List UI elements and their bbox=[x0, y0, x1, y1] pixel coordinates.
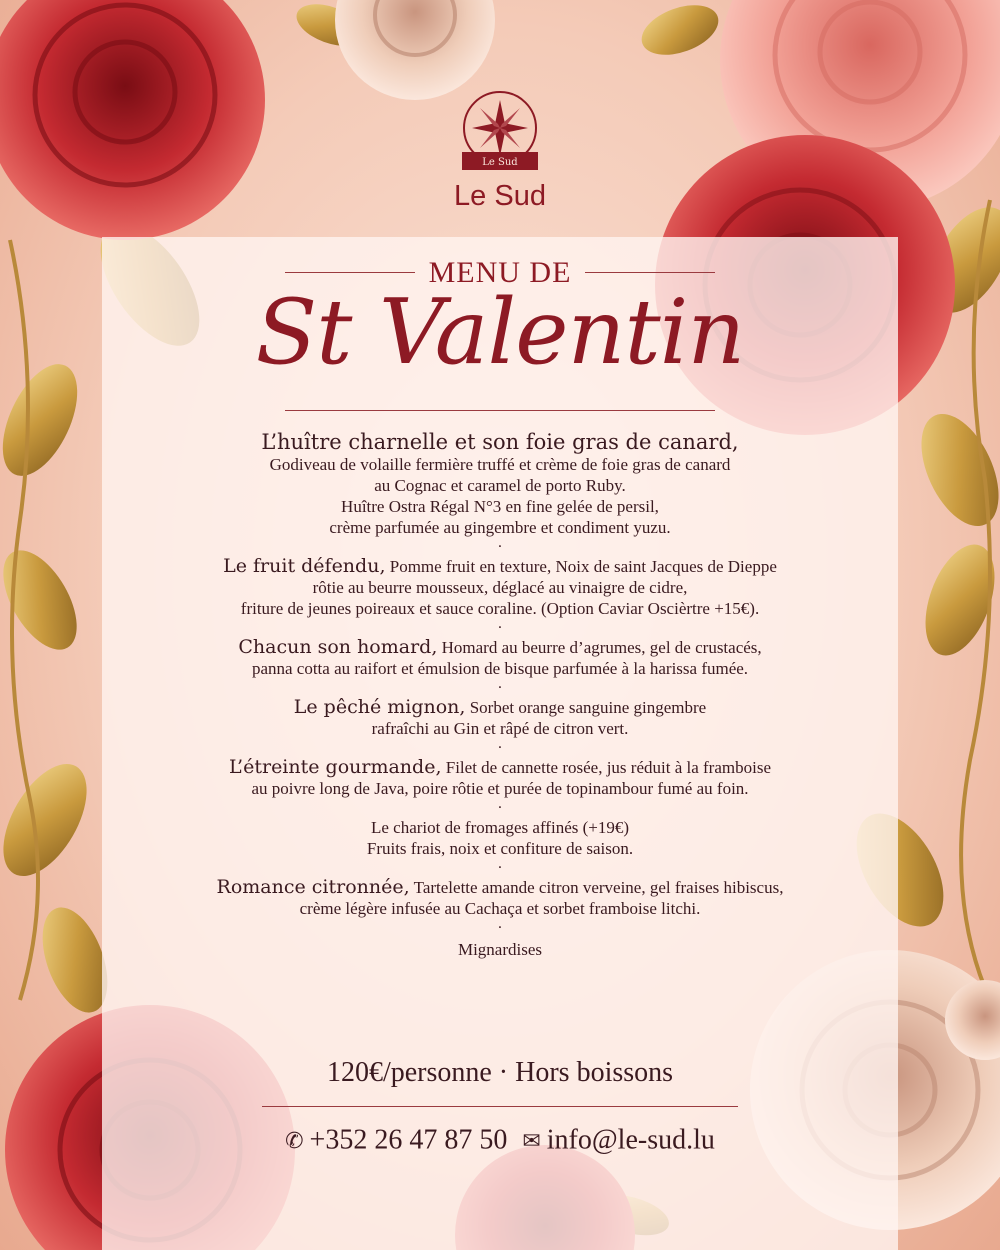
separator-dot: · bbox=[497, 620, 503, 636]
menu-heading: MENU DE bbox=[428, 256, 572, 289]
course-line: rafraîchi au Gin et râpé de citron vert. bbox=[371, 719, 629, 738]
course-line: Le chariot de fromages affinés (+19€) bbox=[370, 818, 630, 837]
course-item bbox=[112, 637, 888, 679]
title-divider bbox=[285, 410, 715, 411]
badge-text: Le Sud bbox=[482, 157, 518, 168]
course-item bbox=[112, 430, 888, 538]
contact-line bbox=[200, 1123, 800, 1157]
course-line: Huître Ostra Régal N°3 en fine gelée de persil, bbox=[341, 497, 659, 516]
separator-dot: · bbox=[497, 740, 503, 756]
course-line: Pomme fruit en texture, Noix de saint Jacques de Dieppe bbox=[389, 557, 777, 576]
brand-name: Le Sud bbox=[454, 180, 546, 212]
course-item bbox=[112, 939, 888, 960]
course-item bbox=[112, 877, 888, 919]
compass-icon bbox=[450, 86, 550, 176]
course-line: crème légère infusée au Cachaça et sorbet framboise litchi. bbox=[299, 899, 701, 918]
course-item bbox=[112, 556, 888, 619]
course-item bbox=[112, 697, 888, 739]
course-line: au poivre long de Java, poire rôtie et purée de topinambour fumé au foin. bbox=[251, 779, 749, 798]
page-title: St Valentin bbox=[255, 280, 745, 385]
course-item bbox=[112, 757, 888, 799]
price: 120€/personne · Hors boissons bbox=[326, 1057, 674, 1088]
course-list bbox=[112, 430, 888, 960]
phone-number[interactable]: +352 26 47 87 50 bbox=[309, 1124, 508, 1156]
course-line: rôtie au beurre mousseux, déglacé au vinaigre de cidre, bbox=[312, 578, 688, 597]
divider-right bbox=[585, 272, 715, 273]
course-name: L’huître charnelle et son foie gras de canard, bbox=[261, 430, 739, 454]
separator-dot: · bbox=[497, 860, 503, 876]
course-name: Le fruit défendu, bbox=[223, 555, 386, 577]
footer-divider bbox=[262, 1106, 738, 1107]
separator-dot: · bbox=[497, 680, 503, 696]
course-name: L’étreinte gourmande, bbox=[229, 756, 442, 778]
separator-dot: · bbox=[497, 539, 503, 555]
course-line: Filet de cannette rosée, jus réduit à la framboise bbox=[445, 758, 771, 777]
email-link[interactable]: info@le-sud.lu bbox=[546, 1124, 715, 1156]
course-name: Romance citronnée, bbox=[216, 876, 410, 898]
divider-left bbox=[285, 272, 415, 273]
course-line: Godiveau de volaille fermière truffé et crème de foie gras de canard bbox=[269, 455, 731, 474]
course-line: Tartelette amande citron verveine, gel fraises hibiscus, bbox=[413, 878, 784, 897]
course-line: friture de jeunes poireaux et sauce coraline. (Option Caviar Oscièrtre +15€). bbox=[240, 599, 760, 618]
rose-top-left bbox=[0, 0, 265, 240]
phone-icon: ✆ bbox=[285, 1127, 304, 1153]
separator-dot: · bbox=[497, 920, 503, 936]
course-item bbox=[112, 817, 888, 859]
separator-dot: · bbox=[497, 800, 503, 816]
course-line: Sorbet orange sanguine gingembre bbox=[469, 698, 707, 717]
rose-top-cream bbox=[335, 0, 495, 100]
course-line: au Cognac et caramel de porto Ruby. bbox=[374, 476, 626, 495]
course-line: panna cotta au raifort et émulsion de bisque parfumée à la harissa fumée. bbox=[251, 659, 749, 678]
course-name: Chacun son homard, bbox=[238, 636, 438, 658]
course-line: Homard au beurre d’agrumes, gel de crustacés, bbox=[441, 638, 762, 657]
course-line: crème parfumée au gingembre et condiment yuzu. bbox=[329, 518, 671, 537]
course-line: Fruits frais, noix et confiture de saison. bbox=[366, 839, 634, 858]
mail-icon: ✉ bbox=[522, 1127, 541, 1153]
course-line: Mignardises bbox=[457, 940, 543, 959]
course-name: Le pêché mignon, bbox=[293, 696, 466, 718]
